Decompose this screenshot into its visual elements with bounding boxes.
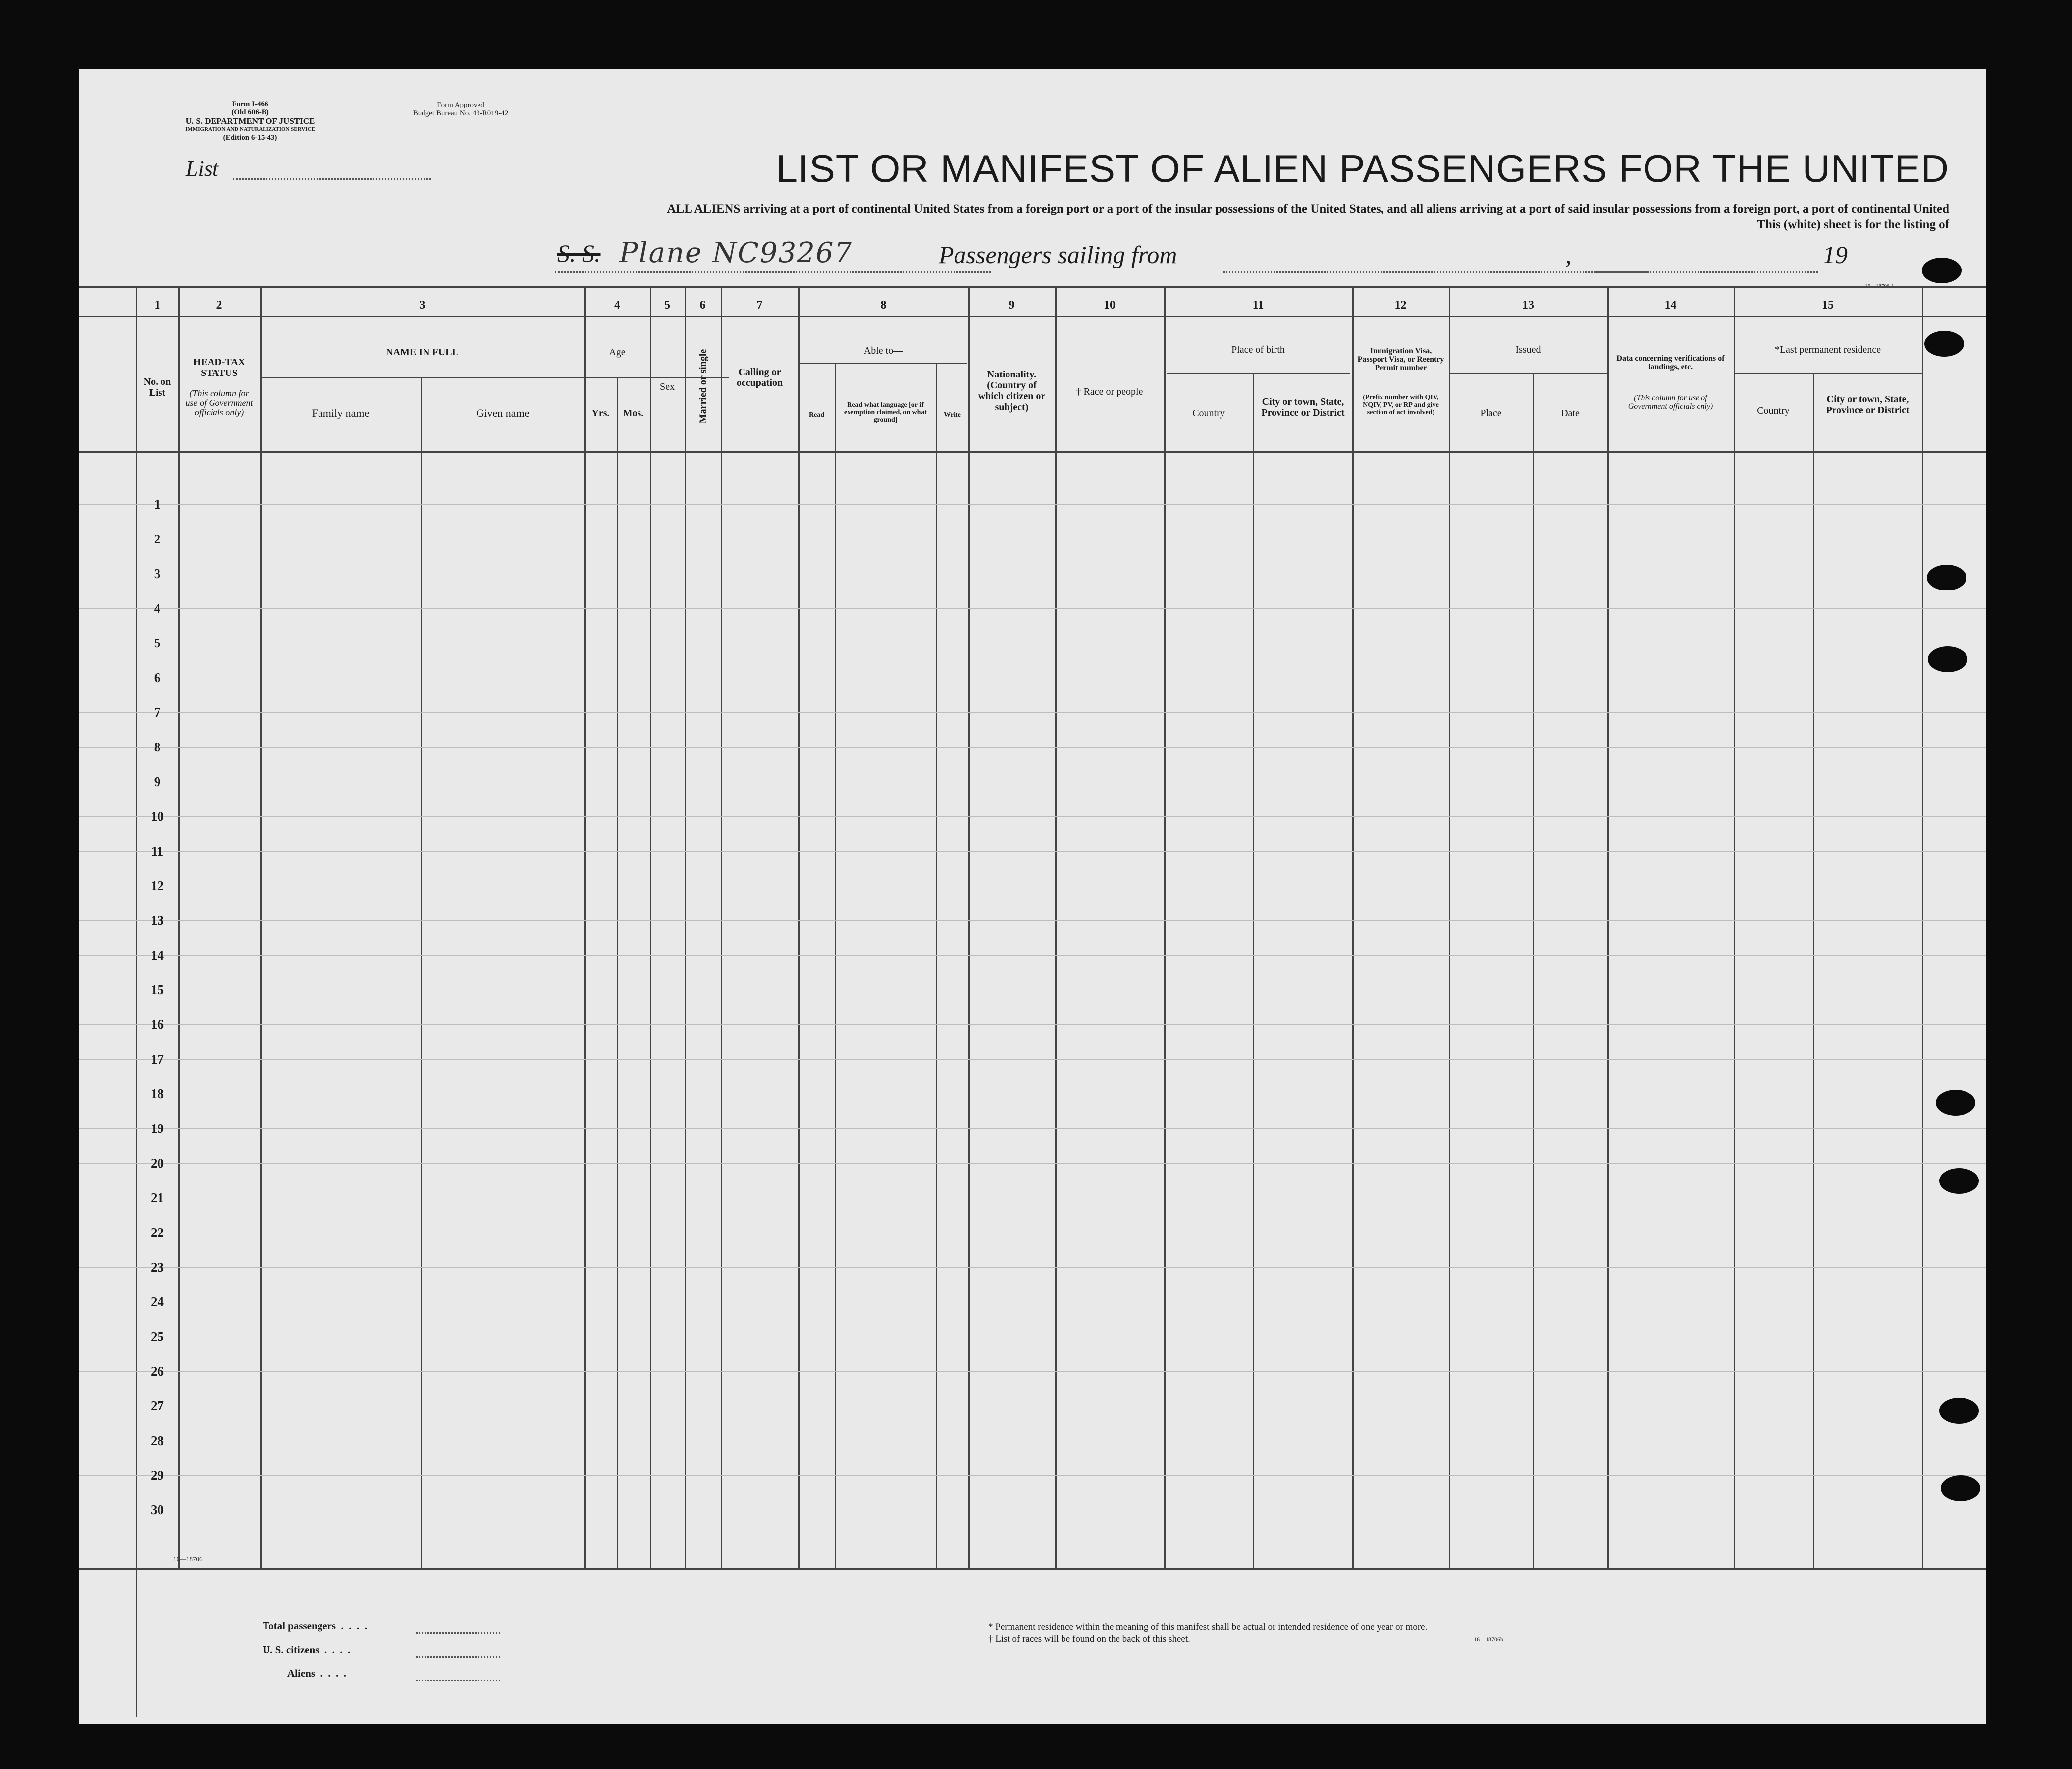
col-num-4: 4 <box>614 299 620 312</box>
row-line <box>79 1163 1986 1164</box>
col-divider-4a <box>617 377 618 1569</box>
col-divider-15a <box>1813 373 1814 1569</box>
row-number: 8 <box>154 740 161 754</box>
aliens-label: Aliens . . . . <box>287 1667 347 1679</box>
total-passengers-label: Total passengers . . . . <box>263 1620 367 1632</box>
col-num-7: 7 <box>756 299 763 312</box>
header-read: Read <box>808 411 825 419</box>
header-issued: Issued <box>1515 344 1541 355</box>
row-number: 24 <box>151 1294 164 1309</box>
punch-hole <box>1922 258 1962 283</box>
form-number: Form I-466 <box>232 100 268 108</box>
manifest-sheet <box>79 69 1986 1724</box>
row-number: 26 <box>151 1364 164 1379</box>
punch-hole <box>1927 565 1966 590</box>
sailing-year-prefix: 19 <box>1823 241 1848 268</box>
row-number: 1 <box>154 497 161 512</box>
col-divider-11a <box>1253 373 1254 1569</box>
sailing-from-label: Passengers sailing from <box>939 241 1177 268</box>
header-age-mos: Mos. <box>623 408 644 419</box>
row-number: 30 <box>151 1502 164 1517</box>
header-bottom-border <box>79 451 1986 453</box>
col-num-14: 14 <box>1664 299 1677 312</box>
row-line <box>79 851 1986 852</box>
header-birth-city: City or town, State, Province or District <box>1261 396 1345 418</box>
form-approved: Form Approved <box>437 101 484 109</box>
row-line <box>79 920 1986 921</box>
vessel-name-handwritten: Plane NC93267 <box>619 237 853 269</box>
form-edition: (Edition 6-15-43) <box>223 134 277 142</box>
sailing-date-line <box>1585 271 1818 273</box>
col-divider-7 <box>798 286 800 1569</box>
row-number: 22 <box>151 1225 164 1240</box>
header-issued-date: Date <box>1561 408 1580 419</box>
row-line <box>79 1475 1986 1476</box>
row-number: 29 <box>151 1468 164 1483</box>
punch-hole <box>1939 1168 1979 1194</box>
col-divider-8b <box>936 363 937 1569</box>
footnote-races: † List of races will be found on the back of this sheet. <box>988 1634 1190 1644</box>
header-name-in-full: NAME IN FULL <box>386 347 459 358</box>
row-number: 16 <box>151 1017 164 1032</box>
row-line <box>79 504 1986 505</box>
row-number: 6 <box>154 670 161 685</box>
form-approval-block <box>376 101 545 118</box>
col-divider-15 <box>1922 286 1923 1569</box>
row-number: 5 <box>154 636 161 650</box>
header-residence-city: City or town, State, Province or District <box>1826 394 1910 416</box>
col-num-10: 10 <box>1104 299 1116 312</box>
row-line <box>79 747 1986 748</box>
header-family-name: Family name <box>312 407 370 419</box>
row-line <box>79 1024 1986 1025</box>
list-label: List <box>186 157 219 181</box>
col-divider-13 <box>1607 286 1609 1569</box>
col-divider-4 <box>650 286 651 1569</box>
header-write: Write <box>944 411 961 419</box>
col-divider-2 <box>260 286 262 1569</box>
col-divider-13a <box>1533 373 1534 1569</box>
col-num-2: 2 <box>216 299 222 312</box>
header-visa: Immigration Visa, Passport Visa, or Reentry Permit number <box>1357 347 1444 372</box>
row-number: 9 <box>154 774 161 789</box>
col-num-6: 6 <box>699 299 706 312</box>
residence-sub-divider <box>1734 373 1922 374</box>
total-passengers-line <box>416 1632 500 1634</box>
punch-hole <box>1928 646 1967 672</box>
header-num-divider <box>79 316 1986 317</box>
row-number: 17 <box>151 1052 164 1067</box>
row-number: 21 <box>151 1190 164 1205</box>
footnote-code: 16—18706b <box>1474 1636 1503 1643</box>
form-old-number: (Old 606-B) <box>231 108 269 116</box>
punch-hole <box>1941 1475 1980 1501</box>
header-sex: Sex <box>660 381 675 392</box>
list-number-line <box>233 178 431 180</box>
able-sub-divider <box>798 363 967 364</box>
row-line <box>79 816 1986 817</box>
footnote-residence: * Permanent residence within the meaning of this manifest shall be actual or intended residence of one year or more. <box>988 1622 1428 1632</box>
col-divider-11 <box>1352 286 1354 1569</box>
page-title: LIST OR MANIFEST OF ALIEN PASSENGERS FOR THE UNITED <box>776 147 1949 190</box>
row-number: 10 <box>151 809 164 824</box>
row-number: 11 <box>151 844 164 858</box>
row-line <box>79 1267 1986 1268</box>
col-divider-6 <box>721 286 722 1569</box>
col-num-5: 5 <box>664 299 670 312</box>
header-age: Age <box>609 347 626 358</box>
table-bottom-border <box>79 1568 1986 1570</box>
row-number: 20 <box>151 1156 164 1171</box>
row-number: 19 <box>151 1121 164 1136</box>
col-divider-12 <box>1449 286 1450 1569</box>
col-num-3: 3 <box>419 299 425 312</box>
col-num-13: 13 <box>1522 299 1534 312</box>
aliens-line <box>416 1680 500 1681</box>
col-divider-1 <box>178 286 180 1569</box>
row-line <box>79 955 1986 956</box>
us-citizens-line <box>416 1656 500 1658</box>
punch-hole <box>1936 1090 1975 1116</box>
header-place-of-birth: Place of birth <box>1231 344 1285 355</box>
table-top-border <box>79 286 1986 288</box>
col-divider-3 <box>584 286 586 1569</box>
header-verifications-note: (This column for use of Government officials only) <box>1628 394 1713 411</box>
row-number: 18 <box>151 1086 164 1101</box>
form-department: U. S. DEPARTMENT OF JUSTICE <box>185 116 315 126</box>
birth-sub-divider <box>1167 373 1350 374</box>
col-divider-3a <box>421 377 422 1569</box>
header-visa-note: (Prefix number with QIV, NQIV, PV, or RP and give section of act involved) <box>1363 394 1439 416</box>
name-sub-divider <box>261 377 729 378</box>
col-divider-8a <box>835 363 836 1569</box>
form-id-block <box>168 100 332 142</box>
subtitle-line-2: This (white) sheet is for the listing of <box>1757 218 1949 231</box>
col-num-15: 15 <box>1822 299 1834 312</box>
row-line <box>79 1371 1986 1372</box>
col-num-1: 1 <box>154 299 160 312</box>
row-number: 27 <box>151 1398 164 1413</box>
row-line <box>79 608 1986 609</box>
col-divider-5 <box>685 286 686 1569</box>
header-married-single: Married or single <box>697 349 709 424</box>
row-line <box>79 1059 1986 1060</box>
col-num-9: 9 <box>1009 299 1015 312</box>
col-divider-9 <box>1055 286 1057 1569</box>
print-code-bottom: 16—18706 <box>173 1555 203 1563</box>
header-head-tax-note: (This column for use of Government officials only) <box>185 388 253 417</box>
row-number: 7 <box>154 705 161 720</box>
row-number: 3 <box>154 566 161 581</box>
vessel-prefix: S. S. <box>557 239 601 267</box>
row-number: 2 <box>154 532 161 546</box>
header-issued-place: Place <box>1480 408 1502 419</box>
col-num-12: 12 <box>1394 299 1407 312</box>
header-calling: Calling or occupation <box>736 367 783 388</box>
header-head-tax: HEAD-TAX STATUS <box>193 357 246 378</box>
header-no-on-list: No. on List <box>143 376 171 398</box>
row-line <box>79 712 1986 713</box>
row-number: 23 <box>151 1260 164 1275</box>
header-given-name: Given name <box>476 407 530 419</box>
row-number: 14 <box>151 948 164 963</box>
form-service: IMMIGRATION AND NATURALIZATION SERVICE <box>185 126 315 132</box>
row-number: 12 <box>151 878 164 893</box>
row-number: 25 <box>151 1329 164 1344</box>
header-able-to: Able to— <box>863 345 903 356</box>
punch-hole <box>1924 331 1964 357</box>
row-number: 28 <box>151 1433 164 1448</box>
header-race: † Race or people <box>1076 386 1143 397</box>
header-birth-country: Country <box>1192 408 1225 419</box>
header-residence-country: Country <box>1757 405 1790 416</box>
col-num-8: 8 <box>880 299 887 312</box>
header-age-yrs: Yrs. <box>591 408 610 419</box>
col-divider-10 <box>1164 286 1166 1569</box>
form-budget: Budget Bureau No. 43-R019-42 <box>413 109 509 117</box>
sailing-comma: , <box>1565 241 1572 268</box>
punch-hole <box>1939 1398 1979 1424</box>
print-code-top: 16—18706-1 <box>1865 283 1894 289</box>
header-last-residence: *Last permanent residence <box>1774 344 1881 355</box>
row-number: 15 <box>151 982 164 997</box>
header-verifications: Data concerning verifications of landings, etc. <box>1616 354 1725 371</box>
col-divider-8 <box>968 286 970 1569</box>
col-divider-14 <box>1734 286 1735 1569</box>
header-read-language: Read what language [or if exemption claimed, on what ground] <box>844 401 927 424</box>
subtitle-line-1: ALL ALIENS arriving at a port of continental United States from a foreign port or a port of the insular possessions of the United States, and all aliens arriving at a port of said insular possessions from a foreign port, a port of continental United <box>667 202 1949 215</box>
col-num-11: 11 <box>1252 299 1264 312</box>
row-line <box>79 1128 1986 1129</box>
issued-sub-divider <box>1449 373 1607 374</box>
vessel-line <box>555 271 991 273</box>
row-number: 4 <box>154 601 161 616</box>
header-nationality: Nationality. (Country of which citizen or subject) <box>978 369 1046 413</box>
row-number: 13 <box>151 913 164 928</box>
us-citizens-label: U. S. citizens . . . . <box>263 1644 351 1656</box>
